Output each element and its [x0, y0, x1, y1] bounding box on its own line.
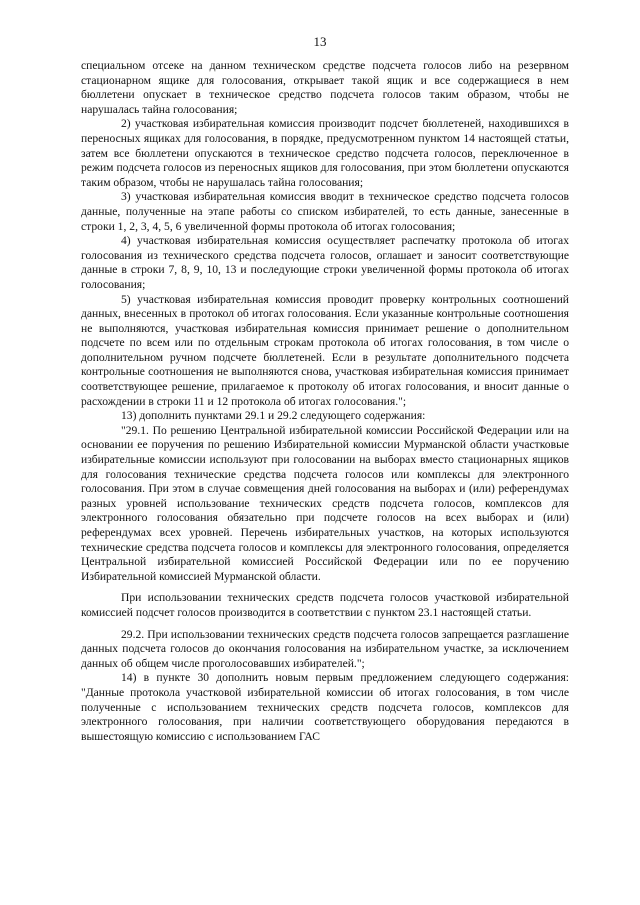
paragraph-clause-29-1: "29.1. По решению Центральной избирательной комиссии Российской Федерации или на основании ее поручения по решению Избирательной комиссии Мурманской области участковые избирательные комиссии используют при голосовании на выборах вместо стационарных ящиков для голосования технические средства подсчета голосов или комплексы для электронного голосования. При этом в случае совмещения дней голосования на выборах и (или) референдумах разных уровней использование технических средств подсчета голосов, комплексов для электронного голосования обязательно при подсчете голосов на всех выборах и (или) референдумах всех уровней. Перечень избирательных участков, на которых используются технические средства подсчета голосов и комплексы для электронного голосования, определяется Центральной избирательной комиссией Российской Федерации или по ее поручению Избирательной комиссией Мурманской области. [81, 423, 569, 583]
paragraph-amendment-13: 13) дополнить пунктами 29.1 и 29.2 следующего содержания: [121, 409, 426, 423]
document-body [81, 59, 569, 744]
page-number: 13 [313, 34, 327, 49]
paragraph-amendment-14: 14) в пункте 30 дополнить новым первым предложением следующего содержания: "Данные протокола участковой избирательной комиссии об итогах голосования, в том числе полученные с использованием технических средств подсчета голосов, комплексов для электронного голосования, при наличии соответствующего оборудования передаются в вышестоящую комиссию с использованием ГАС [81, 671, 569, 743]
paragraph-clause-29-1-second: При использовании технических средств подсчета голосов участковой избирательной комиссией подсчет голосов производится в соответствии с пунктом 23.1 настоящей статьи. [81, 591, 569, 619]
paragraph-clause-29-2: 29.2. При использовании технических средств подсчета голосов запрещается разглашение данных подсчета голосов до окончания голосования на избирательном участке, за исключением данных об общем числе проголосовавших избирателей."; [81, 627, 569, 670]
paragraph-item-2: 2) участковая избирательная комиссия производит подсчет бюллетеней, находившихся в переносных ящиках для голосования, в порядке, предусмотренном пунктом 14 настоящей статьи, затем все бюллетени опускаются в техническое средство подсчета голосов, переключенное в режим подсчета голосов из переносных ящиков для голосования, при этом бюллетени опускаются таким образом, чтобы не нарушалась тайна голосования; [81, 117, 569, 189]
paragraph-item-4: 4) участковая избирательная комиссия осуществляет распечатку протокола об итогах голосования из технического средства подсчета голосов, оглашает и заносит соответствующие данные в строки 7, 8, 9, 10, 13 и последующие строки увеличенной формы протокола об итогах голосования; [81, 234, 569, 291]
paragraph-continuation: специальном отсеке на данном техническом средстве подсчета голосов либо на резервном стационарном ящике для голосования, открывает такой ящик и все содержащиеся в нем бюллетени опускает в техническое средство подсчета голосов таким образом, чтобы не нарушалась тайна голосования; [81, 59, 569, 116]
paragraph-item-3: 3) участковая избирательная комиссия вводит в техническое средство подсчета голосов данные, полученные на этапе работы со списком избирателей, то есть данные, занесенные в строки 1, 2, 3, 4, 5, 6 увеличенной формы протокола об итогах голосования; [81, 190, 569, 233]
paragraph-item-5: 5) участковая избирательная комиссия проводит проверку контрольных соотношений данных, внесенных в протокол об итогах голосования. Если указанные контрольные соотношения не выполняются, участковая избирательная комиссия принимает решение о дополнительном подсчете по всем или по отдельным строкам протокола об итогах голосования, в том числе о дополнительном ручном подсчете бюллетеней. Если в результате дополнительного подсчета контрольные соотношения не выполняются снова, участковая избирательная комиссия принимает соответствующее решение, прилагаемое к протоколу об итогах голосования, и вносит данные о расхождении в строки 11 и 12 протокола об итогах голосования."; [81, 292, 569, 408]
